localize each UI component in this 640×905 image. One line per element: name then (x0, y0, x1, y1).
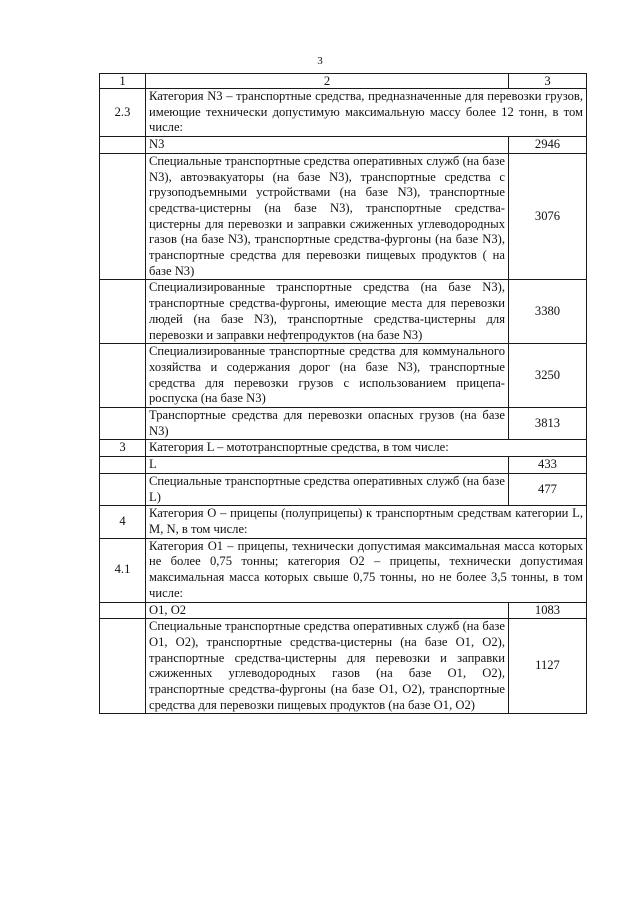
table-row (100, 89, 587, 137)
table-row (100, 506, 587, 538)
row-number (100, 408, 146, 440)
row-text: Специальные транспортные средства оперативных служб (на базе O1, O2), транспортные средства-цистерны (на базе O1, O2), транспортные средства-цистерны для перевозки и заправки сжиженных углеводородных газов (на базе O1, O2), транспортные средства-фургоны (на базе O1, O2), транспортные средства для перевозки пищевых продуктов (на базе O1, O2) (146, 619, 509, 714)
table-row (100, 280, 587, 344)
row-value: 3250 (509, 344, 587, 408)
table-row (100, 457, 587, 474)
row-text: Категория L – мототранспортные средства, в том числе: (146, 440, 587, 457)
tariff-table (99, 73, 587, 714)
row-value: 433 (509, 457, 587, 474)
header-col-2: 2 (146, 74, 509, 89)
row-value: 2946 (509, 137, 587, 154)
table-header-row (100, 74, 587, 89)
row-text: Специализированные транспортные средства (на базе N3), транспортные средства-фургоны, имеющие места для перевозки людей (на базе N3), транспортные средства-цистерны для перевозки и заправки нефтепродуктов (на базе N3) (146, 280, 509, 344)
row-number (100, 137, 146, 154)
row-value: 1127 (509, 619, 587, 714)
row-value: 3380 (509, 280, 587, 344)
row-number: 3 (100, 440, 146, 457)
row-value: 1083 (509, 602, 587, 619)
row-value: 3813 (509, 408, 587, 440)
row-text: Специальные транспортные средства оперативных служб (на базе N3), автоэвакуаторы (на базе N3), транспортные средства с грузоподъемными устройствами (на базе N3), транспортные средства-цистерны (на базе N3), транспортные средства-цистерны для перевозки и заправки сжиженных углеводородных газов (на базе N3), транспортные средства-фургоны (на базе N3), транспортные средства для перевозки пищевых продуктов ( на базе N3) (146, 153, 509, 280)
row-text: Категория O – прицепы (полуприцепы) к транспортным средствам категории L, M, N, в том числе: (146, 506, 587, 538)
row-value: 3076 (509, 153, 587, 280)
row-text: Категория N3 – транспортные средства, предназначенные для перевозки грузов, имеющие технически допустимую максимальную массу более 12 тонн, в том числе: (146, 89, 587, 137)
table-row (100, 344, 587, 408)
table-row (100, 440, 587, 457)
row-number (100, 457, 146, 474)
row-number (100, 602, 146, 619)
row-number (100, 473, 146, 505)
row-text: N3 (146, 137, 509, 154)
row-text: Специальные транспортные средства оперативных служб (на базе L) (146, 473, 509, 505)
row-number (100, 344, 146, 408)
row-number (100, 153, 146, 280)
table-row (100, 153, 587, 280)
row-number: 4.1 (100, 538, 146, 602)
table-row (100, 619, 587, 714)
header-col-3: 3 (509, 74, 587, 89)
row-text: Транспортные средства для перевозки опасных грузов (на базе N3) (146, 408, 509, 440)
row-value: 477 (509, 473, 587, 505)
row-number (100, 619, 146, 714)
row-number: 2.3 (100, 89, 146, 137)
table-row (100, 473, 587, 505)
row-text: L (146, 457, 509, 474)
table-row (100, 602, 587, 619)
row-text: Категория O1 – прицепы, технически допустимая максимальная масса которых не более 0,75 тонны; категория O2 – прицепы, технически допустимая максимальная масса которых свыше 0,75 тонны, но не более 3,5 тонны, в том числе: (146, 538, 587, 602)
row-number (100, 280, 146, 344)
table-row (100, 538, 587, 602)
page-number: 3 (317, 55, 323, 67)
table-row (100, 137, 587, 154)
header-col-1: 1 (100, 74, 146, 89)
row-text: O1, O2 (146, 602, 509, 619)
table-row (100, 408, 587, 440)
row-text: Специализированные транспортные средства для коммунального хозяйства и содержания дорог (на базе N3), транспортные средства для перевозки грузов с использованием прицепа-роспуска (на базе N3) (146, 344, 509, 408)
row-number: 4 (100, 506, 146, 538)
